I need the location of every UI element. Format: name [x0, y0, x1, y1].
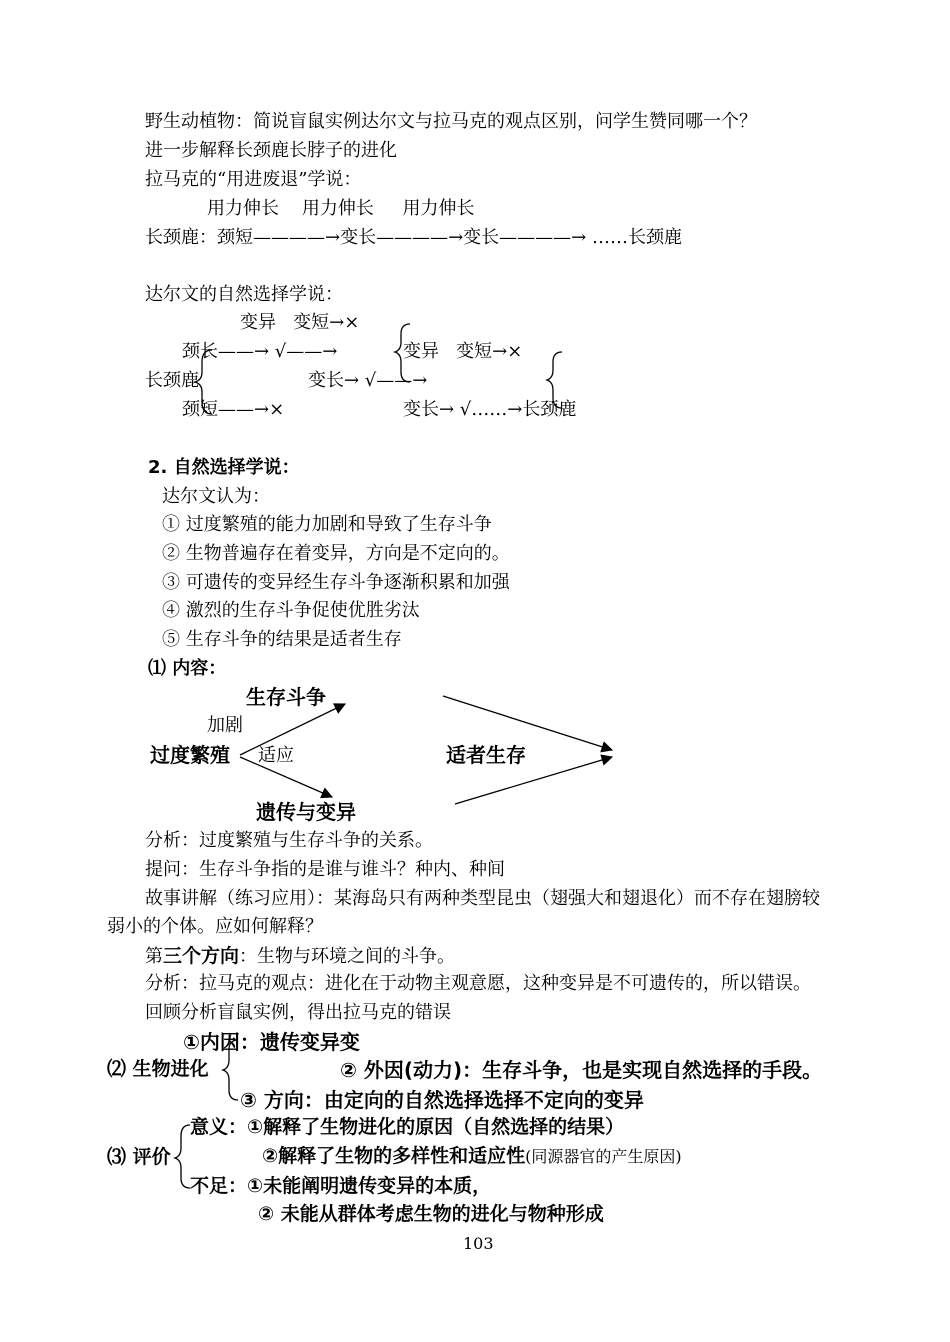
darwin-row-4-left: 颈短——→×	[182, 399, 285, 420]
brace-darwin-3	[547, 352, 562, 408]
arrow-heredity-to-survival	[455, 757, 612, 804]
evaluation-meaning-2-main: ②解释了生物的多样性和适应性	[262, 1145, 526, 1167]
point-1: ① 过度繁殖的能力加剧和导致了生存斗争	[162, 514, 492, 535]
evaluation-lack: 不足：①未能阐明遗传变异的本质，	[190, 1175, 492, 1197]
flow-struggle: 生存斗争	[246, 685, 326, 709]
darwin-row-2-left: 颈长——→ √——→	[182, 341, 338, 362]
point-5: ⑤ 生存斗争的结果是适者生存	[162, 629, 402, 650]
point-2: ② 生物普遍存在着变异，方向是不定向的。	[162, 543, 510, 564]
section-2-heading: 2. 自然选择学说：	[148, 457, 300, 478]
analysis-1: 分析：过度繁殖与生存斗争的关系。	[145, 830, 433, 851]
darwin-row-1: 变异 变短→×	[240, 312, 360, 333]
evolution-internal: ①内因：遗传变异变	[183, 1030, 360, 1054]
evolution-label: ⑵ 生物进化	[107, 1058, 209, 1080]
flow-survival: 适者生存	[446, 743, 526, 767]
page-number: 103	[463, 1234, 494, 1253]
darwin-giraffe-label: 长颈鹿	[145, 370, 199, 391]
darwin-row-2-right: 变异 变短→×	[403, 341, 523, 362]
arrow-to-struggle	[240, 704, 345, 755]
darwin-row-4-right: 变长→ √……→长颈鹿	[403, 399, 577, 420]
flow-overbreeding: 过度繁殖	[150, 743, 230, 767]
analysis-4-pre: 第	[145, 946, 163, 967]
analysis-6: 回顾分析盲鼠实例，得出拉马克的错误	[145, 1002, 451, 1023]
flow-heredity: 遗传与变异	[256, 800, 356, 824]
brace-darwin-1	[195, 350, 212, 414]
evolution-external: ② 外因(动力)：生存斗争，也是实现自然选择的手段。	[340, 1058, 823, 1082]
brace-evolution	[223, 1040, 238, 1100]
arrow-to-heredity	[240, 757, 332, 797]
lamarck-chain: 长颈鹿：颈短————→变长————→变长————→ ……长颈鹿	[145, 227, 682, 248]
evaluation-meaning-2-note: (同源器官的产生原因)	[525, 1147, 682, 1166]
evaluation-meaning: 意义：①解释了生物进化的原因（自然选择的结果）	[190, 1116, 625, 1138]
darwin-row-3-mid: 变长→ √——→	[308, 370, 428, 391]
darwin-title: 达尔文的自然选择学说：	[145, 284, 343, 305]
evaluation-lack-2: ② 未能从群体考虑生物的进化与物种形成	[258, 1203, 604, 1225]
lamarck-title: 拉马克的“用进废退”学说：	[145, 169, 362, 190]
intro-line-1: 野生动植物：简说盲鼠实例达尔文与拉马克的观点区别，问学生赞同哪一个？	[145, 111, 757, 132]
point-3: ③ 可遗传的变异经生存斗争逐渐积累和加强	[162, 572, 510, 593]
analysis-3: 故事讲解（练习应用）：某海岛只有两种类型昆虫（翅强大和翅退化）而不存在翅膀较	[145, 888, 820, 909]
flow-adapt: 适应	[258, 745, 294, 766]
analysis-4-bold: 三个方向	[163, 945, 240, 967]
evolution-direction: ③ 方向：由定向的自然选择选择不定向的变异	[240, 1088, 644, 1112]
brace-evaluation	[175, 1125, 190, 1188]
arrow-struggle-to-survival	[443, 696, 612, 750]
lamarck-use-labels: 用力伸长 用力伸长 用力伸长	[207, 198, 475, 219]
analysis-2: 提问：生存斗争指的是谁与谁斗？种内、种间	[145, 859, 505, 880]
evaluation-label: ⑶ 评价	[107, 1146, 171, 1168]
intro-line-2: 进一步解释长颈鹿长脖子的进化	[145, 140, 397, 161]
section-2-intro: 达尔文认为：	[162, 486, 270, 507]
analysis-5: 分析：拉马克的观点：进化在于动物主观意愿，这种变异是不可遗传的，所以错误。	[145, 973, 811, 994]
analysis-3b: 弱小的个体。应如何解释？	[107, 916, 323, 937]
flow-intensify: 加剧	[207, 715, 243, 736]
point-4: ④ 激烈的生存斗争促使优胜劣汰	[162, 600, 420, 621]
brace-darwin-2	[395, 324, 410, 382]
analysis-4-post: ：生物与环境之间的斗争。	[239, 946, 456, 967]
content-heading: ⑴ 内容：	[148, 658, 227, 679]
